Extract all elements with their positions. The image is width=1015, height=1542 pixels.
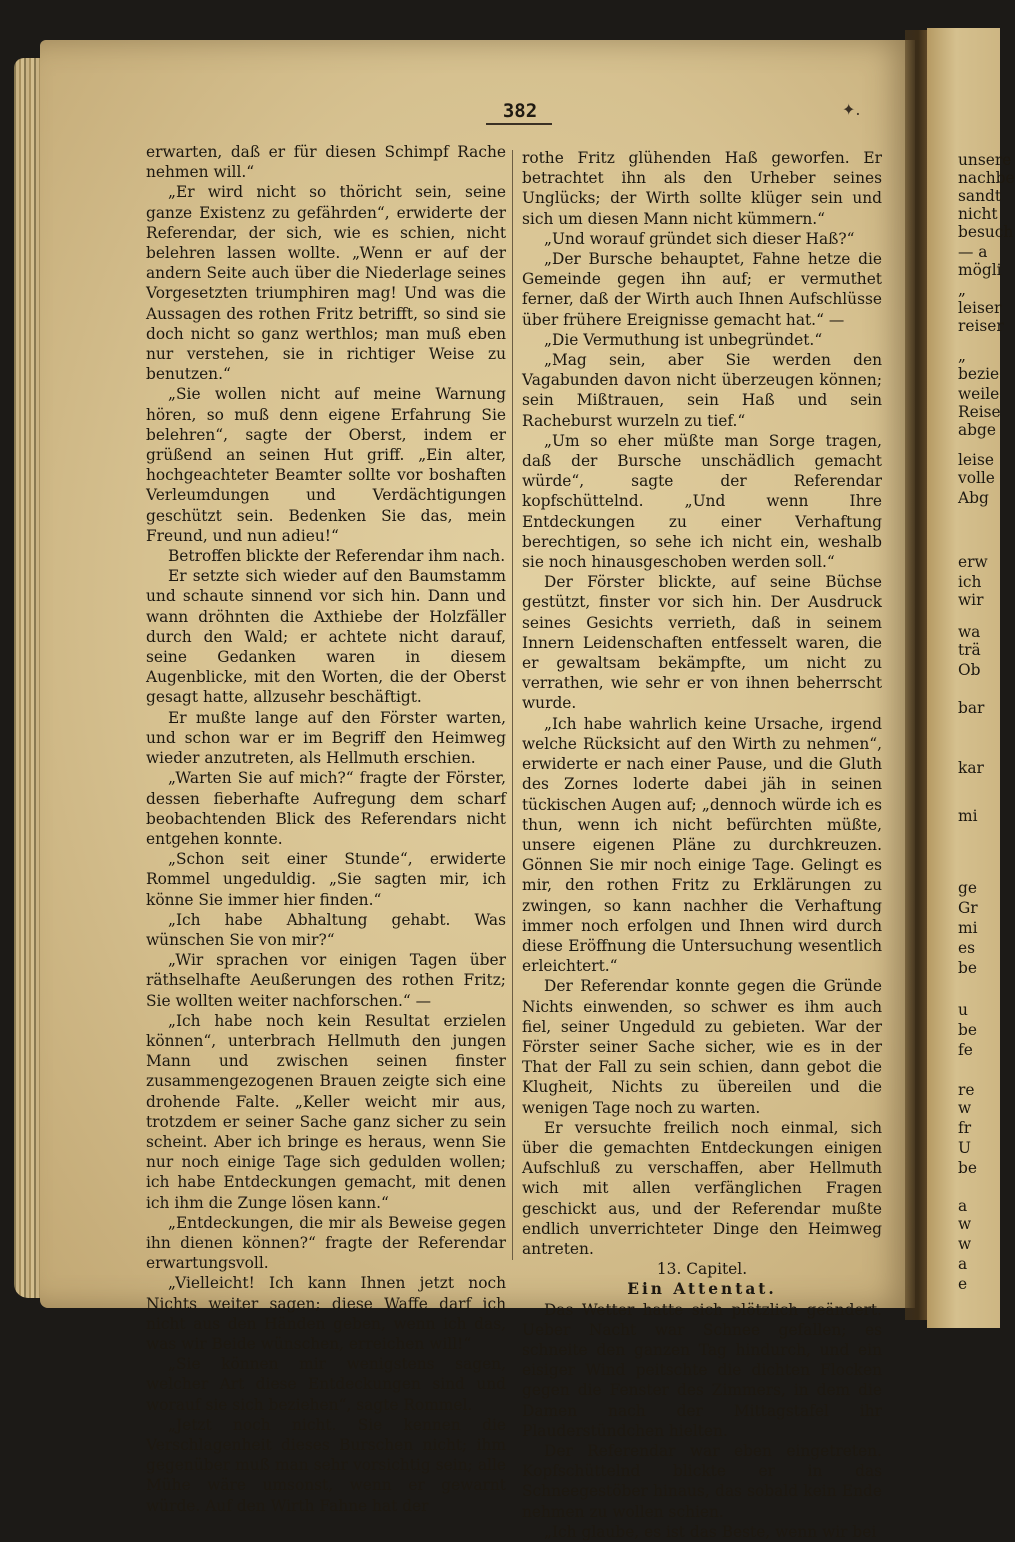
paragraph: „Ich habe wahrlich keine Ursache, irgend welche Rücksicht auf den Wirth zu nehmen“, erwiderte er nach einer Pause, und die Gluth des Zornes loderte dabei jäh in seinen tückischen Augen auf; „dennoch würde ich es thun, wenn ich nicht befürchten müßte, unsere eigenen Pläne zu durchkreuzen. Gönnen Sie mir noch einige Tage. Gelingt es mir, den rothen Fritz zu Erklärungen zu zwingen, so kann nachher die Verhaftung immer noch erfolgen und Ihnen wird durch diese Eröffnung die Untersuchung wesentlich erleichtert.“ (522, 714, 882, 976)
paragraph: „Um so eher müßte man Sorge tragen, daß der Bursche unschädlich gemacht würde“, sagte der Referendar kopfschüttelnd. „Und wenn Ihre Entdeckungen zu einer Verhaftung berechtigen, so sehe ich nicht ein, weshalb sie noch hinausgeschoben werden soll.“ (522, 431, 882, 572)
paragraph: rothe Fritz glühenden Haß geworfen. Er betrachtet ihn als den Urheber seines Unglücks; der Wirth sollte klüger sein und sich um diesen Mann nicht kümmern.“ (522, 149, 882, 228)
facing-page-fragment: „ (958, 347, 966, 365)
facing-page-fragment: es (958, 939, 976, 957)
page-number: 382 (502, 100, 538, 122)
paragraph: „Mag sein, aber Sie werden den Vagabunden davon nicht überzeugen können; sein Mißtrauen, sein Haß und sein Racheburst wurzeln zu tief.“ (522, 351, 882, 430)
facing-page-fragment: be (958, 1021, 977, 1039)
facing-page-fragment: fe (958, 1041, 973, 1059)
facing-page-fragment: mögli (958, 261, 1002, 279)
paragraph: „Und worauf gründet sich dieser Haß?“ (544, 229, 855, 248)
facing-page-fragment: erw (958, 553, 988, 571)
facing-page-fragment: wa (958, 623, 981, 641)
facing-page-fragment: leise (958, 451, 994, 469)
facing-page-fragment: a (958, 1255, 968, 1273)
paragraph: „Jetzt noch nicht. Sie kennen die Verschlagenheit dieses Burschen nicht; ihm gegenüber muß man sehr vorsichtig sein; alle Mühe wäre umsonst, wenn er gewarnt würde. Auf den Wirth Fahne hat der (146, 1415, 506, 1515)
facing-page-fragment: e (958, 1275, 968, 1293)
facing-page-fragment: ge (958, 879, 977, 897)
paragraph: Der Referendar konnte gegen die Gründe Nichts einwenden, so schwer es ihm auch fiel, seiner Ungeduld zu gebieten. War der Förster seiner Sache sicher, wie es in der That der Fall zu sein schien, dann gebot die Klugheit, Nichts zu übereilen und die wenigen Tage noch zu warten. (522, 977, 882, 1117)
right-column (522, 148, 882, 1542)
paragraph: Er mußte lange auf den Förster warten, und schon war er im Begriff den Heimweg wieder anzutreten, als Hellmuth erschien. (146, 708, 506, 768)
facing-page-fragment: nicht (958, 205, 998, 223)
facing-page-fragment: „ (958, 281, 966, 299)
left-column (146, 142, 506, 1516)
facing-page-fragment: trä (958, 641, 981, 659)
paragraph: „Schon seit einer Stunde“, erwiderte Rommel ungeduldig. „Sie sagten mir, ich könne Sie immer hier finden.“ (146, 850, 506, 909)
facing-page-fragment: be (958, 959, 977, 977)
facing-page-fragment: bar (958, 699, 985, 717)
facing-page-fragment: a (958, 1197, 968, 1215)
paragraph: Der Förster blickte, auf seine Büchse gestützt, finster vor sich hin. Der Ausdruck seines Gesichts verrieth, daß in seinem Innern Leidenschaften entfesselt waren, die er gewaltsam bekämpfte, um nicht zu verrathen, wie sehr er von ihnen beherrscht wurde. (522, 573, 882, 713)
facing-page-fragment: w (958, 1235, 972, 1253)
book-gutter (905, 30, 927, 1320)
paragraph: „Er wird nicht so thöricht sein, seine ganze Existenz zu gefährden“, erwiderte der Referendar, der sich, wie es schien, nicht belehren lassen wollte. „Wenn er auf der andern Seite auch über die Niederlage seines Vorgesetzten triumphiren mag! Und was die Aussagen des rothen Fritz betrifft, so sind sie doch nicht so ganz werthlos; man muß eben nur verstehen, sie in richtiger Weise zu benutzen.“ (146, 183, 506, 384)
facing-page-fragment: — a (958, 243, 988, 261)
facing-page-fragment: leiser (958, 299, 1002, 317)
column-divider (512, 150, 513, 1260)
paragraph: Der Referendar war eben eingetreten. Kopfschüttelnd blickte er in das Schneegestöber hinaus, das sobald kein Ende nehmen zu wollen schien. (522, 1442, 882, 1521)
facing-page-fragment: fr (958, 1119, 972, 1137)
facing-page-fragment: wir (958, 591, 984, 609)
facing-page-fragment: w (958, 1215, 972, 1233)
facing-page-fragment: Gr (958, 899, 978, 917)
paragraph: „Vielleicht! Ich kann Ihnen jetzt noch Nichts weiter sagen; diese Waffe darf ich nicht aus den Händen geben, wenn ich das, was wir Beide wünschen, erreichen will!“ (146, 1274, 506, 1353)
facing-page-fragment: reiser (958, 317, 1004, 335)
chapter-title: Ein Attentat. (627, 1280, 777, 1299)
paragraph: „Der Bursche behauptet, Fahne hetze die Gemeinde gegen ihn auf; er vermuthet ferner, daß der Wirth auch Ihnen Aufschlüsse über frühere Ereignisse gemacht hat.“ — (522, 250, 882, 329)
paragraph: „Warten Sie auf mich?“ fragte der Förster, dessen fieberhafte Aufregung dem scharf beobachtenden Blick des Referendars nicht entgehen konnte. (146, 769, 506, 848)
paragraph: „Ich habe Abhaltung gehabt. Was wünschen Sie von mir?“ (146, 910, 506, 949)
facing-page-fragment: ich (958, 573, 982, 591)
facing-page-fragment: be (958, 1159, 977, 1177)
facing-page-fragment: abge (958, 421, 996, 439)
facing-page-fragment: weile (958, 385, 1000, 403)
facing-page-fragment: kar (958, 759, 984, 777)
facing-page-fragment: nachbe (958, 169, 1015, 187)
paragraph: Betroffen blickte der Referendar ihm nach. (168, 547, 506, 566)
paragraph: Das Wetter hatte sich plötzlich geändert. Ueber Nacht war Schnee gefallen; es schneite den ganzen Tag hindurch, und ein eisiger Wind peitschte die dichten Flocken gegen die Fenster des Zimmers, in dem die Damen nach der Mittagstafel ihr Plauderstündchen hielten. (522, 1300, 882, 1440)
facing-page-fragment: w (958, 1099, 972, 1117)
page-number-rule (486, 123, 552, 125)
facing-page-fragment: Ob (958, 661, 981, 679)
paragraph: „Ich habe noch kein Resultat erzielen können“, unterbrach Hellmuth den jungen Mann und zwischen seinen finster zusammengezogenen Brauen zeigte sich eine drohende Falte. „Keller weicht mir aus, trotzdem er seiner Sache ganz sicher zu sein scheint. Aber ich bringe es heraus, wenn Sie nur noch einige Tage sich gedulden wollen; ich habe Entdeckungen gemacht, mit denen ich ihm die Zunge lösen kann.“ (146, 1011, 506, 1212)
facing-page-fragment: U (958, 1139, 971, 1157)
paragraph: „Sie können mir wenigstens sagen, welcher Art diese Entdeckungen sind und worauf sie sich beziehen“, sagte Rommel. (146, 1355, 506, 1414)
paragraph: Er versuchte freilich noch einmal, sich über die gemachten Entdeckungen einigen Aufschluß zu verschaffen, aber Hellmuth wich mit allen verfänglichen Fragen geschickt aus, und der Referendar mußte endlich unverrichteter Dinge den Heimweg antreten. (522, 1118, 882, 1258)
print-mark: ✦. (842, 100, 861, 119)
paragraph: „Sie wollen nicht auf meine Warnung hören, so muß denn eigene Erfahrung Sie belehren“, sagte der Oberst, indem er grüßend an seinen Hut griff. „Ein alter, hochgeachteter Beamter sollte vor boshaften Verleumdungen und Verdächtigungen geschützt sein. Bedenken Sie das, mein Freund, und nun adieu!“ (146, 385, 506, 545)
facing-page-fragment: u (958, 1001, 968, 1019)
facing-page-fragment: volle (958, 469, 995, 487)
facing-page-fragment: bezie (958, 365, 1000, 383)
paragraph: „Die Vermuthung ist unbegründet.“ (544, 330, 823, 349)
chapter-number: 13. Capitel. (656, 1260, 748, 1279)
facing-page-fragment: besuch (958, 223, 1014, 241)
paragraph: Er setzte sich wieder auf den Baumstamm und schaute sinnend vor sich hin. Dann und wann dröhnten die Axthiebe der Holzfäller durch den Wald; er achtete nicht darauf, seine Gedanken waren in diesem Augenblicke, mit den Worten, die der Oberst gesagt hatte, allzusehr beschäftigt. (146, 567, 506, 707)
facing-page-fragment: mi (958, 807, 978, 825)
facing-page-fragment: mi (958, 919, 978, 937)
facing-page-fragment: Abg (958, 489, 989, 507)
paragraph: „Wir sprachen vor einigen Tagen über räthselhafte Aeußerungen des rothen Fritz; Sie wollten weiter nachforschen.“ — (146, 951, 506, 1010)
facing-page-fragment: unsere (958, 151, 1012, 169)
paragraph: „Entdeckungen, die mir als Beweise gegen ihn dienen können?“ fragte der Referendar erwartungsvoll. (146, 1213, 506, 1273)
paragraph: erwarten, daß er für diesen Schimpf Rache nehmen will.“ (146, 143, 506, 182)
facing-page-fragment: Reise (958, 403, 1001, 421)
facing-page-fragment: re (958, 1081, 975, 1099)
paragraph: „Ich glaube, es ist das Beste, wenn wir bei (544, 1522, 877, 1541)
facing-page-fragment: sandt (958, 187, 1002, 205)
